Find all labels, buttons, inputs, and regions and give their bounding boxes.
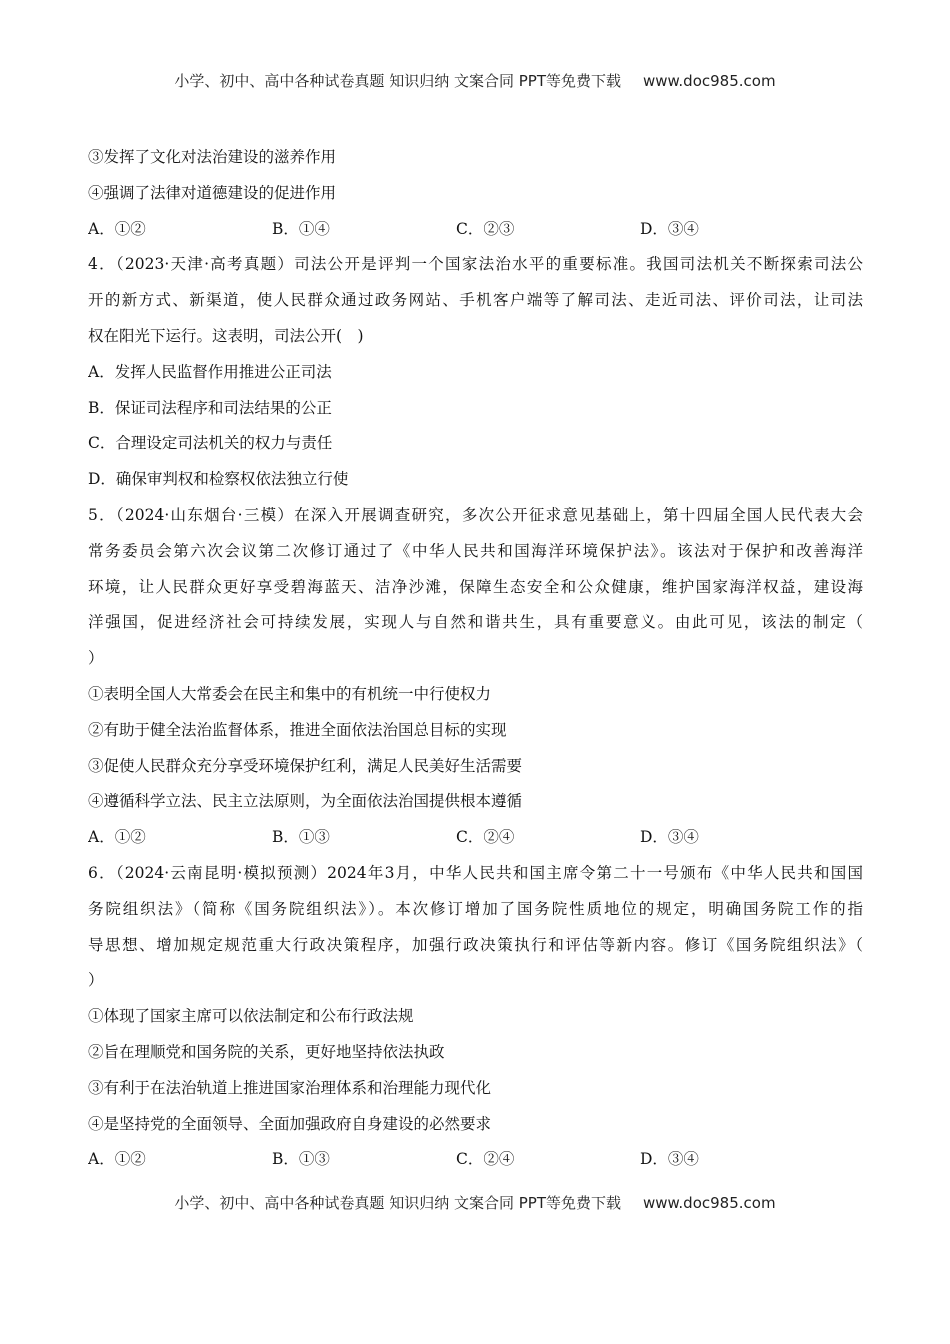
question-4 [88, 247, 863, 498]
q6-stem-line-3: 导思想、增加规定规范重大行政决策程序，加强行政决策执行和评估等新内容。修订《国务院组织法》（ [88, 935, 863, 954]
q5-option-c: C．②④ [456, 828, 515, 847]
q5-statement-2: ②有助于健全法治监督体系，推进全面依法治国总目标的实现 [88, 720, 507, 739]
q6-option-d: D．③④ [640, 1150, 699, 1169]
q4-choice-c: C．合理设定司法机关的权力与责任 [88, 434, 333, 453]
q5-statement-4: ④遵循科学立法、民主立法原则，为全面依法治国提供根本遵循 [88, 792, 523, 811]
q6-stem-line-2: 务院组织法》（简称《国务院组织法》）。本次修订增加了国务院性质地位的规定，明确国务院工作的指 [88, 899, 863, 918]
q4-stem-line-3: 权在阳光下运行。这表明，司法公开( ) [88, 326, 364, 345]
q3-statement-3: ③发挥了文化对法治建设的滋养作用 [88, 148, 337, 166]
q6-option-c: C．②④ [456, 1150, 515, 1169]
q4-choice-d: D．确保审判权和检察权依法独立行使 [88, 470, 349, 489]
question-6 [88, 856, 863, 1178]
q5-statement-3: ③促使人民群众充分享受环境保护红利，满足人民美好生活需要 [88, 756, 523, 775]
q3-option-c: C．②③ [456, 219, 515, 238]
q5-stem-line-1: 5．（2024·山东烟台·三模）在深入开展调查研究，多次公开征求意见基础上，第十四届全国人民代表大会 [88, 505, 863, 524]
q4-stem-line-2: 开的新方式、新渠道，使人民群众通过政务网站、手机客户端等了解司法、走近司法、评价司法，让司法 [88, 291, 863, 310]
q4-choice-b: B．保证司法程序和司法结果的公正 [88, 398, 332, 417]
q3-options [88, 212, 863, 248]
question-3-tail [88, 140, 863, 247]
header-site-link[interactable]: www.doc985.com [642, 72, 776, 90]
q5-stem-line-2: 常务委员会第六次会议第二次修订通过了《中华人民共和国海洋环境保护法》。该法对于保护和改善海洋 [88, 541, 863, 560]
q5-option-d: D．③④ [640, 828, 699, 847]
q5-stem-line-3: 环境，让人民群众更好享受碧海蓝天、洁净沙滩，保障生态安全和公众健康，维护国家海洋权益，建设海 [88, 577, 863, 596]
q6-statement-4: ④是坚持党的全面领导、全面加强政府自身建设的必然要求 [88, 1114, 492, 1133]
q6-option-a: A．①② [88, 1150, 146, 1169]
q5-option-a: A．①② [88, 828, 146, 847]
q6-stem-line-4: ） [88, 971, 104, 990]
footer-site-link[interactable]: www.doc985.com [642, 1194, 776, 1212]
page-header-banner [0, 70, 950, 91]
q6-options [88, 1142, 863, 1178]
q5-options [88, 820, 863, 856]
q5-statement-1: ①表明全国人大常委会在民主和集中的有机统一中行使权力 [88, 684, 492, 703]
q4-stem-line-1: 4．（2023·天津·高考真题）司法公开是评判一个国家法治水平的重要标准。我国司法机关不断探索司法公 [88, 255, 863, 274]
header-text: 小学、初中、高中各种试卷真题 知识归纳 文案合同 PPT等免费下载 [174, 72, 621, 90]
exam-content [88, 140, 863, 1178]
q5-option-b: B．①③ [272, 828, 330, 847]
q3-option-b: B．①④ [272, 219, 330, 238]
q3-option-d: D．③④ [640, 219, 699, 238]
q3-option-a: A．①② [88, 219, 146, 238]
q3-statement-4: ④强调了法律对道德建设的促进作用 [88, 183, 337, 202]
q6-option-b: B．①③ [272, 1150, 330, 1169]
q6-statement-2: ②旨在理顺党和国务院的关系，更好地坚持依法执政 [88, 1042, 445, 1061]
q6-stem-line-1: 6．（2024·云南昆明·模拟预测）2024年3月，中华人民共和国主席令第二十一号颁布《中华人民共和国国 [88, 863, 863, 882]
q5-stem-line-5: ） [88, 649, 104, 668]
q6-statement-1: ①体现了国家主席可以依法制定和公布行政法规 [88, 1007, 414, 1026]
q5-stem-line-4: 洋强国，促进经济社会可持续发展，实现人与自然和谐共生，具有重要意义。由此可见，该法的制定（ [88, 613, 863, 632]
page-footer-banner [0, 1192, 950, 1213]
question-5 [88, 498, 863, 856]
footer-text: 小学、初中、高中各种试卷真题 知识归纳 文案合同 PPT等免费下载 [174, 1194, 621, 1212]
q4-choice-a: A．发挥人民监督作用推进公正司法 [88, 362, 332, 381]
q6-statement-3: ③有利于在法治轨道上推进国家治理体系和治理能力现代化 [88, 1078, 492, 1097]
